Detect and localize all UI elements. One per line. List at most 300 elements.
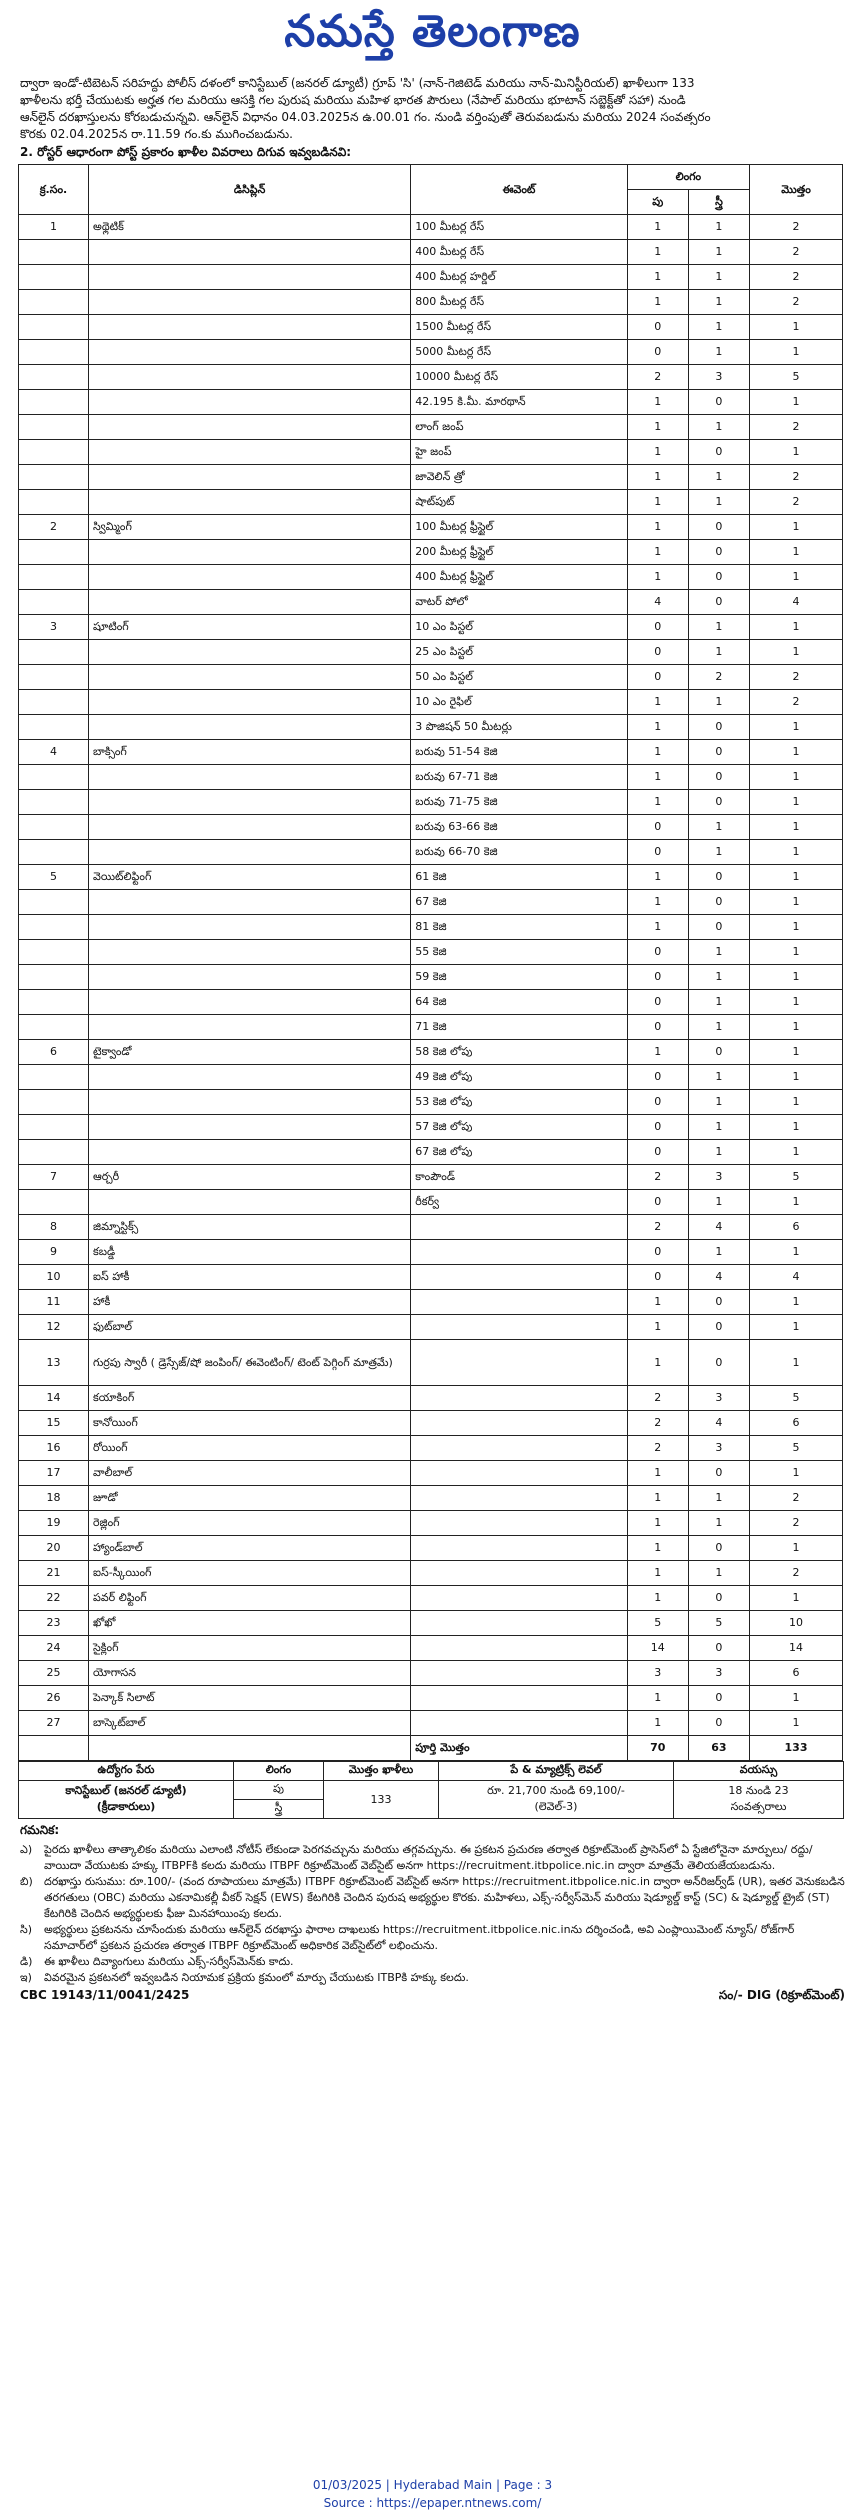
row-discipline: హ్యాండ్‌బాల్ <box>89 1536 411 1561</box>
row-male: 1 <box>627 715 688 740</box>
row-event: 100 మీటర్ల ఫ్రీస్టైల్ <box>411 515 628 540</box>
row-total: 1 <box>750 965 843 990</box>
row-discipline: వాలీబాల్ <box>89 1461 411 1486</box>
row-total: 5 <box>750 1436 843 1461</box>
row-discipline: జిమ్నాస్టిక్స్ <box>89 1215 411 1240</box>
row-total: 1 <box>750 915 843 940</box>
row-total: 1 <box>750 1340 843 1386</box>
row-sno: 8 <box>19 1215 89 1240</box>
table-row <box>19 215 843 240</box>
row-male: 2 <box>627 1215 688 1240</box>
row-sno: 7 <box>19 1165 89 1190</box>
row-sno <box>19 340 89 365</box>
row-discipline <box>89 690 411 715</box>
row-discipline <box>89 665 411 690</box>
post-header-age: వయస్సు <box>674 1762 844 1781</box>
row-total: 5 <box>750 365 843 390</box>
intro-line: కొరకు 02.04.2025న రా.11.59 గం.కు ముగించబడును. <box>20 127 293 141</box>
section-heading: 2. రోస్టర్ ఆధారంగా పోస్ట్ ప్రకారం ఖాళీల వివరాలు దిగువ ఇవ్వబడినవి: <box>20 145 352 159</box>
row-total: 6 <box>750 1411 843 1436</box>
row-sno <box>19 765 89 790</box>
row-sno <box>19 1015 89 1040</box>
row-sno: 3 <box>19 615 89 640</box>
table-row <box>19 1386 843 1411</box>
row-total: 1 <box>750 940 843 965</box>
row-female: 0 <box>688 1340 749 1386</box>
row-male: 0 <box>627 840 688 865</box>
row-total: 2 <box>750 1561 843 1586</box>
row-discipline <box>89 915 411 940</box>
grand-total-empty <box>89 1736 411 1761</box>
row-male: 0 <box>627 640 688 665</box>
row-male: 1 <box>627 890 688 915</box>
row-female: 1 <box>688 1090 749 1115</box>
row-female: 3 <box>688 1661 749 1686</box>
row-sno <box>19 715 89 740</box>
row-male: 1 <box>627 240 688 265</box>
note-text: ఈ ఖాళీలు దివ్యాంగులు మరియు ఎక్స్-సర్వీస్‌మెన్‌కు కాదు. <box>44 1955 294 1968</box>
row-total: 2 <box>750 665 843 690</box>
row-total: 1 <box>750 640 843 665</box>
row-sno <box>19 290 89 315</box>
header-gender: లింగం <box>627 165 749 190</box>
row-sno: 15 <box>19 1411 89 1436</box>
post-name: కానిస్టేబుల్ (జనరల్ డ్యూటీ) <box>65 1783 187 1797</box>
row-event: 800 మీటర్ల రేస్ <box>411 290 628 315</box>
row-male: 1 <box>627 915 688 940</box>
grand-total-total: 133 <box>750 1736 843 1761</box>
row-sno: 11 <box>19 1290 89 1315</box>
row-female: 1 <box>688 1511 749 1536</box>
row-event: 55 కెజి <box>411 940 628 965</box>
row-event <box>411 1661 628 1686</box>
row-total: 1 <box>750 765 843 790</box>
vacancy-table-body <box>19 215 843 1736</box>
table-row <box>19 990 843 1015</box>
row-discipline <box>89 490 411 515</box>
row-event: 3 పొజిషన్ 50 మీటర్లు <box>411 715 628 740</box>
row-discipline: బాస్కెట్‌బాల్ <box>89 1711 411 1736</box>
row-sno: 24 <box>19 1636 89 1661</box>
row-discipline <box>89 815 411 840</box>
row-total: 1 <box>750 840 843 865</box>
row-sno <box>19 890 89 915</box>
row-sno: 9 <box>19 1240 89 1265</box>
row-event: 67 కెజి <box>411 890 628 915</box>
row-total: 1 <box>750 1090 843 1115</box>
row-male: 14 <box>627 1636 688 1661</box>
row-event: 71 కెజి <box>411 1015 628 1040</box>
row-female: 1 <box>688 990 749 1015</box>
intro-line: ద్వారా ఇండో-టిబెటన్ సరిహద్దు పోలీస్ దళంలో కానిస్టేబుల్ (జనరల్ డ్యూటీ) గ్రూప్ 'సి' (నాన్-గెజిటెడ్ మరియు నాన్-మినిస్టీరియల్) ఖాళీలుగా 133 <box>20 76 695 90</box>
row-discipline <box>89 890 411 915</box>
row-female: 1 <box>688 490 749 515</box>
row-discipline: ఆర్చరీ <box>89 1165 411 1190</box>
row-sno: 23 <box>19 1611 89 1636</box>
table-row <box>19 1340 843 1386</box>
note-label: డి) <box>20 1955 33 1968</box>
row-total: 1 <box>750 790 843 815</box>
table-row <box>19 915 843 940</box>
row-female: 0 <box>688 1315 749 1340</box>
note-label: ఇ) <box>20 1971 32 1984</box>
table-row <box>19 390 843 415</box>
table-row <box>19 365 843 390</box>
row-event: కాంపౌండ్ <box>411 1165 628 1190</box>
row-female: 1 <box>688 815 749 840</box>
row-total: 1 <box>750 890 843 915</box>
row-sno <box>19 315 89 340</box>
row-discipline <box>89 1065 411 1090</box>
row-sno: 13 <box>19 1340 89 1386</box>
row-female: 1 <box>688 965 749 990</box>
row-discipline <box>89 365 411 390</box>
row-male: 1 <box>627 765 688 790</box>
header-discipline: డిసిప్లిన్ <box>89 165 411 215</box>
note-text: వివరమైన ప్రకటనలో ఇవ్వబడిన నియామక ప్రక్రియ క్రమంలో మార్పు చేయుటకు ITBPకి హక్కు కలదు. <box>44 1971 469 1984</box>
row-male: 1 <box>627 290 688 315</box>
table-row <box>19 590 843 615</box>
row-discipline <box>89 1190 411 1215</box>
table-row <box>19 1115 843 1140</box>
row-female: 0 <box>688 865 749 890</box>
row-discipline: ఫుట్‌బాల్ <box>89 1315 411 1340</box>
row-male: 0 <box>627 940 688 965</box>
post-age: 18 నుండి 23 <box>728 1783 789 1797</box>
row-total: 5 <box>750 1165 843 1190</box>
table-row <box>19 1661 843 1686</box>
row-female: 0 <box>688 915 749 940</box>
intro-line: ఆన్‌లైన్ దరఖాస్తులను కోరబడుచున్నవి. ఆన్‌లైన్ విధానం 04.03.2025న ఉ.00.01 గం. నుండి వర్తింపుతో తెరువబడును మరియు 2024 సంవత్సరం <box>20 110 711 124</box>
row-discipline: హాకీ <box>89 1290 411 1315</box>
table-row <box>19 1065 843 1090</box>
row-male: 1 <box>627 1315 688 1340</box>
row-male: 1 <box>627 1711 688 1736</box>
table-row <box>19 690 843 715</box>
row-sno: 16 <box>19 1436 89 1461</box>
row-male: 0 <box>627 1065 688 1090</box>
row-event: 400 మీటర్ల హర్డిల్ <box>411 265 628 290</box>
row-male: 5 <box>627 1611 688 1636</box>
post-pay-cell <box>439 1781 674 1819</box>
row-total: 10 <box>750 1611 843 1636</box>
row-event <box>411 1315 628 1340</box>
footer-source-line: Source : https://epaper.ntnews.com/ <box>323 2496 542 2510</box>
row-total: 1 <box>750 990 843 1015</box>
row-sno <box>19 790 89 815</box>
row-discipline <box>89 765 411 790</box>
row-male: 1 <box>627 265 688 290</box>
row-male: 0 <box>627 315 688 340</box>
row-sno <box>19 240 89 265</box>
post-header-total: మొత్తం ఖాళీలు <box>324 1762 439 1781</box>
row-sno <box>19 540 89 565</box>
row-male: 4 <box>627 590 688 615</box>
row-female: 1 <box>688 640 749 665</box>
row-event: లాంగ్ జంప్ <box>411 415 628 440</box>
masthead <box>0 0 865 75</box>
row-sno: 20 <box>19 1536 89 1561</box>
row-sno: 12 <box>19 1315 89 1340</box>
row-event: బరువు 63-66 కెజి <box>411 815 628 840</box>
row-male: 0 <box>627 1265 688 1290</box>
row-male: 1 <box>627 1561 688 1586</box>
row-total: 1 <box>750 315 843 340</box>
row-event: 64 కెజి <box>411 990 628 1015</box>
row-female: 0 <box>688 890 749 915</box>
row-female: 0 <box>688 1461 749 1486</box>
row-male: 0 <box>627 615 688 640</box>
row-discipline: గుర్రపు స్వారీ ( డ్రెస్సేజ్/షో జంపింగ్/ ఈవెంటింగ్/ టెంట్ పెగ్గింగ్ మాత్రమే) <box>89 1340 411 1386</box>
row-sno <box>19 1115 89 1140</box>
row-event: 59 కెజి <box>411 965 628 990</box>
row-total: 1 <box>750 1140 843 1165</box>
table-row <box>19 940 843 965</box>
row-sno <box>19 690 89 715</box>
note-label: ఎ) <box>20 1843 33 1856</box>
row-discipline <box>89 790 411 815</box>
row-discipline <box>89 640 411 665</box>
row-male: 0 <box>627 1015 688 1040</box>
row-event: 42.195 కి.మీ. మారథాన్ <box>411 390 628 415</box>
row-female: 0 <box>688 790 749 815</box>
table-row <box>19 1190 843 1215</box>
post-header-post: ఉద్యోగం పేరు <box>19 1762 234 1781</box>
row-total: 1 <box>750 1686 843 1711</box>
row-total: 1 <box>750 1290 843 1315</box>
table-row <box>19 1486 843 1511</box>
row-male: 0 <box>627 990 688 1015</box>
post-total: 133 <box>324 1781 439 1819</box>
row-total: 2 <box>750 1511 843 1536</box>
header-event: ఈవెంట్ <box>411 165 628 215</box>
row-sno <box>19 640 89 665</box>
row-male: 2 <box>627 1411 688 1436</box>
row-male: 1 <box>627 1340 688 1386</box>
row-event: 200 మీటర్ల ఫ్రీస్టైల్ <box>411 540 628 565</box>
row-discipline: పెన్కాక్ సిలాట్ <box>89 1686 411 1711</box>
row-total: 1 <box>750 865 843 890</box>
table-row <box>19 565 843 590</box>
row-female: 1 <box>688 315 749 340</box>
row-total: 6 <box>750 1661 843 1686</box>
row-discipline <box>89 440 411 465</box>
row-event <box>411 1611 628 1636</box>
row-female: 1 <box>688 1115 749 1140</box>
row-female: 1 <box>688 1140 749 1165</box>
row-male: 1 <box>627 1511 688 1536</box>
row-female: 0 <box>688 765 749 790</box>
row-male: 1 <box>627 865 688 890</box>
table-row <box>19 1461 843 1486</box>
row-total: 2 <box>750 215 843 240</box>
row-sno: 17 <box>19 1461 89 1486</box>
row-sno: 27 <box>19 1711 89 1736</box>
row-total: 1 <box>750 715 843 740</box>
row-total: 1 <box>750 815 843 840</box>
row-male: 1 <box>627 1586 688 1611</box>
table-row <box>19 1436 843 1461</box>
row-event: 57 కెజి లోపు <box>411 1115 628 1140</box>
row-discipline <box>89 265 411 290</box>
grand-total-female: 63 <box>688 1736 749 1761</box>
header-male: పు <box>627 190 688 215</box>
post-name-cell <box>19 1781 234 1819</box>
table-row <box>19 665 843 690</box>
row-event: వాటర్ పోలో <box>411 590 628 615</box>
row-discipline: ఐస్ హాకీ <box>89 1265 411 1290</box>
row-discipline: షూటింగ్ <box>89 615 411 640</box>
newspaper-title: నమస్తే తెలంగాణ <box>284 6 581 57</box>
table-row <box>19 1611 843 1636</box>
post-pay: రూ. 21,700 నుండి 69,100/- <box>487 1783 625 1797</box>
row-total: 2 <box>750 1486 843 1511</box>
row-female: 4 <box>688 1411 749 1436</box>
row-male: 2 <box>627 1386 688 1411</box>
row-sno <box>19 915 89 940</box>
row-total: 1 <box>750 540 843 565</box>
post-details-table <box>18 1761 844 1819</box>
row-female: 0 <box>688 515 749 540</box>
table-row <box>19 490 843 515</box>
row-event <box>411 1561 628 1586</box>
row-total: 1 <box>750 1190 843 1215</box>
grand-total-label: పూర్తి మొత్తం <box>411 1736 628 1761</box>
row-sno: 2 <box>19 515 89 540</box>
row-female: 0 <box>688 390 749 415</box>
row-female: 1 <box>688 265 749 290</box>
row-discipline <box>89 240 411 265</box>
row-male: 1 <box>627 540 688 565</box>
row-male: 1 <box>627 440 688 465</box>
row-discipline <box>89 990 411 1015</box>
row-total: 1 <box>750 515 843 540</box>
row-event <box>411 1411 628 1436</box>
row-male: 1 <box>627 790 688 815</box>
note-item <box>20 1954 845 1970</box>
row-female: 0 <box>688 1586 749 1611</box>
row-female: 1 <box>688 1561 749 1586</box>
row-discipline: యోగాసన <box>89 1661 411 1686</box>
table-row <box>19 865 843 890</box>
row-female: 1 <box>688 240 749 265</box>
row-event: 53 కెజి లోపు <box>411 1090 628 1115</box>
table-row <box>19 1411 843 1436</box>
row-total: 1 <box>750 440 843 465</box>
row-discipline: రెజ్లింగ్ <box>89 1511 411 1536</box>
row-event: 400 మీటర్ల ఫ్రీస్టైల్ <box>411 565 628 590</box>
row-total: 2 <box>750 490 843 515</box>
table-row <box>19 315 843 340</box>
row-sno <box>19 815 89 840</box>
row-male: 1 <box>627 390 688 415</box>
row-total: 6 <box>750 1215 843 1240</box>
row-sno: 21 <box>19 1561 89 1586</box>
row-female: 3 <box>688 1165 749 1190</box>
row-discipline <box>89 465 411 490</box>
row-total: 1 <box>750 1015 843 1040</box>
row-male: 1 <box>627 1461 688 1486</box>
post-header-gender: లింగం <box>234 1762 324 1781</box>
row-event: 5000 మీటర్ల రేస్ <box>411 340 628 365</box>
table-row <box>19 240 843 265</box>
row-discipline <box>89 340 411 365</box>
row-discipline <box>89 540 411 565</box>
row-female: 4 <box>688 1265 749 1290</box>
table-row <box>19 340 843 365</box>
header-total: మొత్తం <box>750 165 843 215</box>
table-row <box>19 1561 843 1586</box>
grand-total-male: 70 <box>627 1736 688 1761</box>
table-row <box>19 740 843 765</box>
table-row <box>19 1315 843 1340</box>
note-text: దరఖాస్తు రుసుము: రూ.100/- (వంద రూపాయలు మాత్రమే) ITBPF రిక్రూట్‌మెంట్ వెబ్‌సైట్ అనగా https://recruitment.itbpolice.nic.in ద్వారా అన్‌రిజర్వ్‌డ్ (UR), ఇతర వెనుకబడిన తరగతులు (OBC) మరియు ఎకనామికల్లీ వీకర్ సెక్షన్ (EWS) కేటగిరికి చెందిన పురుష అభ్యర్థుల కొరకు. మహిళలు, ఎక్స్-సర్వీస్‌మెన్ మరియు షెడ్యూల్డ్ కాస్ట్ (SC) & షెడ్యూల్డ్ ట్రైబ్ (ST) కేటగిరికి చెందిన అభ్యర్థులకు ఫీజు మినహాయింపు కలదు. <box>44 1875 845 1920</box>
row-female: 1 <box>688 1015 749 1040</box>
table-row <box>19 815 843 840</box>
row-female: 0 <box>688 440 749 465</box>
notes-list <box>0 1842 865 1986</box>
row-discipline <box>89 1140 411 1165</box>
row-sno: 22 <box>19 1586 89 1611</box>
row-female: 0 <box>688 1686 749 1711</box>
row-female: 1 <box>688 1240 749 1265</box>
row-total: 1 <box>750 1065 843 1090</box>
row-event: రీకర్వ్ <box>411 1190 628 1215</box>
header-sno: క్ర.సం. <box>19 165 89 215</box>
row-female: 1 <box>688 290 749 315</box>
row-discipline <box>89 715 411 740</box>
row-female: 0 <box>688 1711 749 1736</box>
row-event: 10 ఎం రైఫిల్ <box>411 690 628 715</box>
row-sno <box>19 590 89 615</box>
note-label: బి) <box>20 1875 33 1888</box>
row-male: 1 <box>627 1486 688 1511</box>
signature: సం/- DIG (రిక్రూట్‌మెంట్) <box>718 1988 845 2002</box>
row-event: షాట్‌పుట్ <box>411 490 628 515</box>
row-discipline: సైక్లింగ్ <box>89 1636 411 1661</box>
row-sno <box>19 565 89 590</box>
row-event: బరువు 67-71 కెజి <box>411 765 628 790</box>
row-total: 1 <box>750 390 843 415</box>
row-event: బరువు 51-54 కెజి <box>411 740 628 765</box>
row-discipline: పవర్ లిఫ్టింగ్ <box>89 1586 411 1611</box>
table-row <box>19 1240 843 1265</box>
row-event <box>411 1240 628 1265</box>
row-event <box>411 1265 628 1290</box>
row-sno <box>19 665 89 690</box>
table-row <box>19 540 843 565</box>
signature-row <box>20 1988 845 2005</box>
row-event <box>411 1215 628 1240</box>
row-event: 58 కెజి లోపు <box>411 1040 628 1065</box>
note-item <box>20 1842 845 1874</box>
row-discipline: కబడ్డీ <box>89 1240 411 1265</box>
row-male: 0 <box>627 1240 688 1265</box>
row-male: 1 <box>627 690 688 715</box>
row-sno: 18 <box>19 1486 89 1511</box>
row-discipline: ఖోఖో <box>89 1611 411 1636</box>
row-sno <box>19 840 89 865</box>
row-female: 1 <box>688 615 749 640</box>
note-item <box>20 1970 845 1986</box>
table-row <box>19 1265 843 1290</box>
post-header-pay: పే & మ్యాట్రిక్స్ లెవల్ <box>439 1762 674 1781</box>
row-total: 5 <box>750 1386 843 1411</box>
row-total: 1 <box>750 1711 843 1736</box>
row-sno: 6 <box>19 1040 89 1065</box>
row-total: 1 <box>750 1040 843 1065</box>
row-discipline <box>89 965 411 990</box>
